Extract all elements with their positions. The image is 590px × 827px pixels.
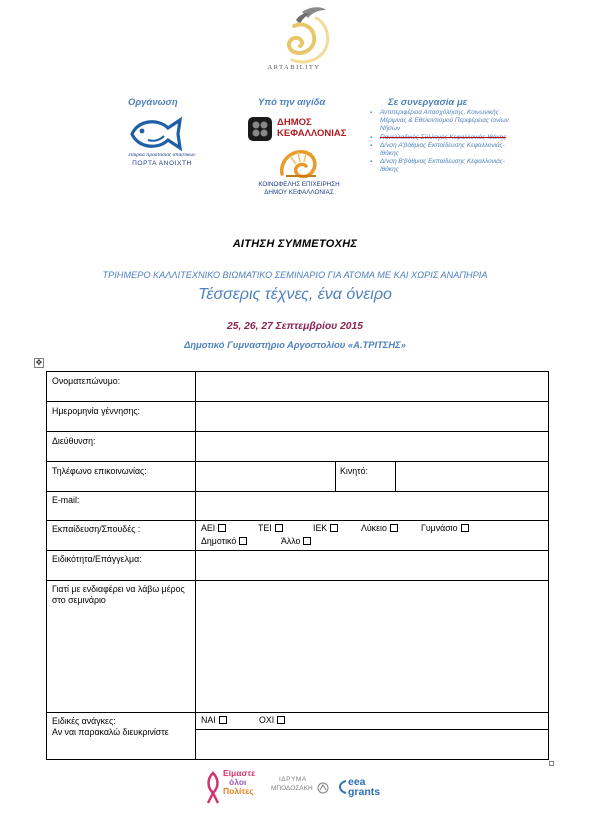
education-option-iek[interactable]: ΙΕΚ: [313, 523, 338, 533]
checkbox[interactable]: [390, 524, 398, 532]
checkbox[interactable]: [277, 716, 285, 724]
application-form-table: [46, 371, 549, 760]
company-line1: ΚΟΙΝΩΦΕΛΗΣ ΕΠΙΧΕΙΡΗΣΗ: [258, 181, 340, 188]
form-title: ΑΙΤΗΣΗ ΣΥΜΜΕΤΟΧΗΣ: [232, 238, 358, 250]
seminar-subtitle: ΤΡΙΗΜΕΡΟ ΚΑΛΛΙΤΕΧΝΙΚΟ ΒΙΩΜΑΤΙΚΟ ΣΕΜΙΝΑΡΙΟ ΓΙΑ ΑΤΟΜΑ ΜΕ ΚΑΙ ΧΩΡΙΣ ΑΝΑΠΗΡΙΑ: [102, 270, 488, 280]
needs-details-field[interactable]: [196, 730, 548, 759]
mobile-label: Κινητό:: [340, 466, 368, 476]
address-label: Διεύθυνση:: [52, 436, 96, 446]
eea-swirl-icon: [336, 779, 348, 795]
partners-heading: Σε συνεργασία με: [388, 97, 468, 108]
seminar-motto: Τέσσερις τέχνες, ένα όνειρο: [198, 286, 392, 303]
education-option-allo[interactable]: Άλλο: [281, 536, 311, 546]
eea-text: eea grants: [348, 776, 381, 798]
education-option-gymnasio[interactable]: Γυμνάσιο: [421, 523, 469, 533]
company-line2: ΔΗΜΟΥ ΚΕΦΑΛΛΟΝΙΑΣ: [264, 189, 334, 196]
phone-label: Τηλέφωνο επικοινωνίας:: [52, 466, 147, 476]
row-divider: [47, 712, 548, 713]
column-divider: [335, 461, 336, 491]
ribbon-icon: [205, 771, 221, 805]
municipal-company-name: [243, 181, 355, 197]
needs-hint: Αν ναι παρακαλώ διευκρινίστε: [52, 727, 169, 737]
checkbox[interactable]: [275, 524, 283, 532]
education-label: Εκπαίδευση/Σπουδές :: [52, 524, 141, 534]
needs-label: Ειδικές ανάγκες:: [52, 716, 116, 726]
partner-item: ▪ Αντιπεριφέρεια Απασχόλησης, Κοινωνικής Μέριμνας & Εθελοντισμού Περιφέρειας Ιονίων Νήσων: [370, 109, 510, 134]
checkbox[interactable]: [461, 524, 469, 532]
organizer-heading: Οργάνωση: [128, 97, 178, 108]
specialty-label: Ειδικότητα/Επάγγελμα:: [52, 554, 142, 564]
municipality-name: [277, 117, 346, 139]
email-field[interactable]: [196, 492, 548, 520]
bodossaki-foundation-logo: ΙΔΡΥΜΑ ΜΠΟΔΟΣΑΚΗ: [271, 769, 333, 809]
municipality-line2: ΚΕΦΑΛΛΟΝΙΑΣ: [277, 128, 347, 139]
specialty-field[interactable]: [196, 551, 548, 580]
phone-field[interactable]: [196, 462, 335, 491]
row-divider: [47, 520, 548, 521]
partner-item: ▪ Δ/νση Α'βάθμιας Εκπαίδευσης Κεφαλλονιάς-Ιθάκης: [370, 142, 510, 158]
name-label: Ονοματεπώνυμο:: [52, 376, 121, 386]
address-field[interactable]: [196, 432, 548, 461]
seminar-dates: 25, 26, 27 Σεπτεμβρίου 2015: [227, 321, 363, 332]
seminar-venue: Δημοτικό Γυμναστήριο Αργοστολίου «Α.ΤΡΙΤΣΗΣ»: [184, 339, 406, 350]
eea-grants-logo: [336, 769, 386, 809]
artability-logo-text: ARTABILITY: [267, 64, 321, 71]
checkbox[interactable]: [303, 537, 311, 545]
education-option-aei[interactable]: ΑΕΙ: [201, 523, 226, 533]
bodossaki-emblem-icon: [317, 782, 329, 794]
checkbox[interactable]: [218, 524, 226, 532]
email-label: E-mail:: [52, 495, 80, 505]
education-option-dimotiko[interactable]: Δημοτικό: [201, 536, 247, 546]
checkbox[interactable]: [330, 524, 338, 532]
education-option-tei[interactable]: ΤΕΙ: [258, 523, 283, 533]
needs-yes-option[interactable]: ΝΑΙ: [201, 715, 227, 725]
education-option-lykeio[interactable]: Λύκειο: [361, 523, 398, 533]
table-resize-handle[interactable]: [549, 761, 554, 766]
table-move-handle-icon[interactable]: ✥: [35, 358, 43, 367]
emaste-oloi-polites-logo: [205, 769, 265, 809]
birthdate-field[interactable]: [196, 402, 548, 431]
birthdate-label: Ημερομηνία γέννησης:: [52, 406, 141, 416]
partner-item: ▪ Πανελλαδικός Σύλλογος Κεφαλλονιάς-Ιθάκης: [370, 134, 510, 142]
reason-label: Γιατί με ενδιαφέρει να λάβω μέρος στο σεμινάριο: [52, 584, 185, 605]
auspices-heading: Υπό την αιγίδα: [258, 97, 326, 108]
name-field[interactable]: [196, 372, 548, 401]
needs-no-option[interactable]: ΟΧΙ: [259, 715, 285, 725]
partners-list: [370, 109, 510, 175]
checkbox[interactable]: [239, 537, 247, 545]
checkbox[interactable]: [219, 716, 227, 724]
organizer-name-line1: εταιρεια προστασιας σπαστικων: [128, 153, 196, 158]
organizer-name-line2: ΠΟΡΤΑ ΑΝΟΙΧΤΗ: [132, 160, 192, 167]
partner-item: ▪ Δ/νση Β'βάθμιας Εκπαίδευσης Κεφαλλονιάς-Ιθάκης: [370, 158, 510, 174]
fish-logo-icon: [128, 114, 188, 154]
reason-field[interactable]: [196, 581, 548, 712]
shell-logo-icon: [276, 146, 320, 182]
emaste-text: Είμαστε όλοι Πολίτες: [223, 768, 256, 796]
municipality-line1: ΔΗΜΟΣ: [277, 117, 312, 128]
mobile-field[interactable]: [396, 462, 548, 491]
